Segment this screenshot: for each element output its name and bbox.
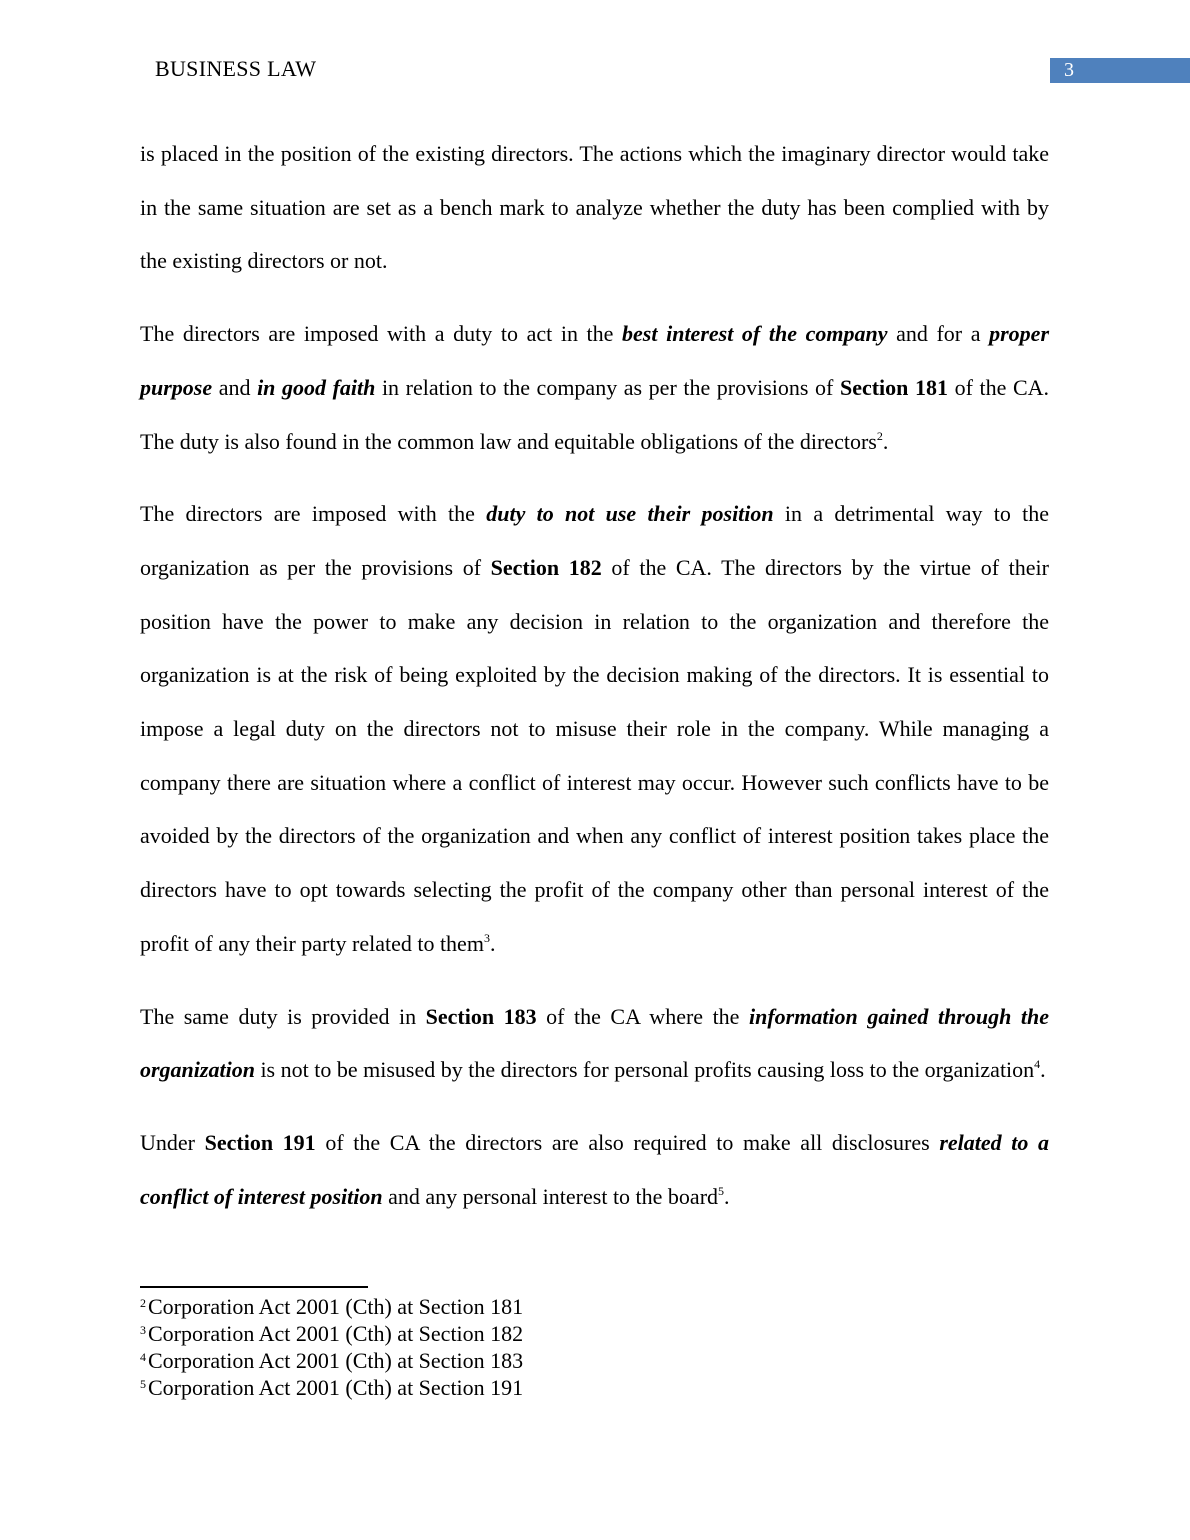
- text-run: The directors are imposed with a duty to act in the: [140, 321, 623, 347]
- footnote-mark: 2: [140, 1296, 146, 1310]
- footnote-separator: [140, 1286, 368, 1288]
- text-run: .: [882, 428, 889, 454]
- footnote-item: [140, 1347, 523, 1374]
- body-text: [140, 127, 1049, 1242]
- footnote-reference: 4: [1034, 1057, 1041, 1072]
- text-run: and: [212, 374, 258, 400]
- emphasis-conflict-of-interest: related to a conflict of interest position: [140, 1129, 1049, 1209]
- paragraph-2: [140, 307, 1049, 468]
- paragraph-1: [140, 127, 1049, 288]
- footnote-mark: 3: [140, 1323, 146, 1337]
- emphasis-good-faith: in good faith: [257, 374, 376, 400]
- footnote-text: Corporation Act 2001 (Cth) at Section 191: [148, 1375, 524, 1400]
- section-reference: Section 181: [839, 374, 948, 400]
- section-reference: Section 183: [425, 1003, 537, 1029]
- emphasis-proper-purpose: proper purpose: [140, 321, 1050, 400]
- footnote-reference: 2: [876, 428, 883, 443]
- footnote-mark: 4: [140, 1350, 146, 1364]
- text-run: The directors are imposed with the: [140, 501, 487, 527]
- page-number: 3: [1064, 59, 1074, 81]
- footnote-mark: 5: [140, 1377, 146, 1391]
- text-run: .: [724, 1183, 730, 1209]
- footnote-reference: 3: [483, 930, 490, 945]
- emphasis-duty-position: duty to not use their position: [486, 501, 774, 527]
- footnote-text: Corporation Act 2001 (Cth) at Section 183: [148, 1348, 524, 1373]
- footnote-item: [140, 1320, 523, 1347]
- page-number-bar: [1050, 58, 1190, 83]
- text-run: of the CA where the: [536, 1003, 749, 1029]
- footnote-text: Corporation Act 2001 (Cth) at Section 181: [148, 1294, 524, 1319]
- text-run: is not to be misused by the directors for personal profits causing loss to the organization: [254, 1057, 1035, 1083]
- footnote-item: [140, 1293, 523, 1320]
- text-run: and for a: [887, 321, 990, 347]
- paragraph-3: [140, 487, 1049, 970]
- footnote-text: Corporation Act 2001 (Cth) at Section 182: [148, 1321, 524, 1346]
- text-run: Under: [140, 1129, 205, 1155]
- text-run: in relation to the company as per the provisions of: [375, 374, 840, 400]
- text-run: of the CA. The duty is also found in the common law and equitable obligations of the directors: [140, 374, 1050, 454]
- section-reference: Section 191: [204, 1129, 316, 1155]
- paragraph-4: [140, 990, 1049, 1097]
- section-reference: Section 182: [490, 554, 602, 580]
- header-title: BUSINESS LAW: [155, 56, 317, 81]
- footnote-reference: 5: [718, 1183, 725, 1198]
- text-run: .: [489, 930, 496, 956]
- text-run: .: [1040, 1057, 1046, 1083]
- footnote-item: [140, 1374, 523, 1401]
- text-run: and any personal interest to the board: [382, 1183, 719, 1209]
- footnotes: [140, 1293, 523, 1401]
- text-run: of the CA the directors are also required to make all disclosures: [315, 1129, 940, 1155]
- text-run: The same duty is provided in: [140, 1003, 426, 1029]
- emphasis-information-gained: information gained through the organization: [140, 1003, 1049, 1083]
- text-run: in a detrimental way to the organization as per the provisions of: [140, 501, 1049, 580]
- paragraph-5: [140, 1116, 1049, 1223]
- text-run: is placed in the position of the existing directors. The actions which the imaginary director would take in the same situation are set as a bench mark to analyze whether the duty has been complied with by the existing directors or not.: [140, 141, 1049, 274]
- emphasis-best-interest: best interest of the company: [622, 321, 888, 347]
- text-run: of the CA. The directors by the virtue of their position have the power to make any decision in relation to the organization and therefore the organization is at the risk of being exploited by the decision making of the directors. It is essential to impose a legal duty on the directors not to misuse their role in the company. While managing a company there are situation where a conflict of interest may occur. However such conflicts have to be avoided by the directors of the organization and when any conflict of interest position takes place the directors have to opt towards selecting the profit of the company other than personal interest of the profit of any their party related to them: [140, 554, 1049, 956]
